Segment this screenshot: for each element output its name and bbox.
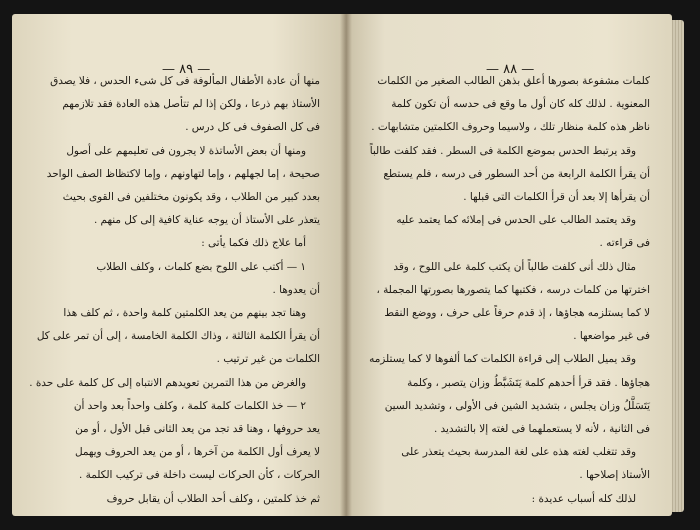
text-line: أن يقرأها إلا بعد أن قرأ الكلمات التى قبلها . [463,191,650,204]
text-line: منها أن عادة الأطفال المألوفة فى كل شىء الحدس ، فلا يصدق [50,75,320,87]
text-line: الحركات ، كأن الحركات ليست داخلة فى تركيب الكلمة . [79,469,320,482]
text-line: مثال ذلك أنى كلفت طالباً أن يكتب كلمة على اللوح ، وقد [393,260,636,273]
text-line: أن يعدوها . [272,283,320,296]
text-line: يعد حروفها ، وهنا قد تجد من يعد الثانى قبل الأول ، أو من [75,423,320,436]
text-line: الأستاذ بهم ذرعا ، ولكن إذا لم تتأصل هذه العادة فقد تلازمهم [62,98,320,111]
text-line: ١ — أكتب على اللوح بضع كلمات ، وكلف الطلاب [96,260,306,273]
text-line: أما علاج ذلك فكما يأتى : [201,237,306,250]
text-line: وقد يعتمد الطالب على الحدس فى إملائه كما يعتمد عليه [396,214,636,227]
text-line: والغرض من هذا التمرين تعويدهم الانتباه إلى كل كلمة على حدة . [29,376,306,389]
text-line: الكلمات من غير ترتيب . [216,353,320,366]
page-number: — ٨٩ — [162,62,211,77]
text-line: ٢ — خذ الكلمات كلمة كلمة ، وكلف واحداً بعد واحد أن [73,399,306,412]
text-line: يتعذر على الأستاذ أن يوجه عناية كافية إلى كل منهم . [93,214,320,227]
text-line: الأستاذ إصلاحها . [579,469,650,482]
text-line: أن يقرأ الكلمة الرابعة من أحد السطور فى درسه ، فلم يستطع [383,167,650,180]
text-line: فى غير مواضعها . [573,330,650,343]
page-text [370,70,650,511]
left-page [12,14,346,516]
text-line: ناظر هذه كلمة منظار تلك ، ولاسيما وحروف الكلمتين متشابهات . [371,121,650,134]
text-line: لا يعرف أول الكلمة من آخرها ، أو من يعد الحروف ويهمل [74,446,320,459]
text-line: كلمات مشفوعة بصورها أعلق بذهن الطالب الصغير من الكلمات [377,75,650,87]
text-line: وقد يرتبط الحدس بموضع الكلمة فى السطر . فقد كلفت طالباً [369,144,636,157]
text-line: ثم خذ كلمتين ، وكلف أحد الطلاب أن يقابل حروف [106,492,320,505]
text-line: لا كما يستلزمه هجاؤها ، إذ قدم حرفاً على حرف ، ووضع النقط [384,307,650,320]
page-text [29,70,320,511]
right-page [346,14,672,516]
text-line: فى كل الصفوف فى كل درس . [185,121,320,134]
text-line: ومنها أن بعض الأساتذة لا يجرون فى تعليمهم على أصول [66,144,306,157]
text-line: لذلك كله أسباب عديدة : [531,492,636,505]
page-number: — ٨٨ — [486,62,535,77]
text-line: صحيحة ، إما لجهلهم ، وإما لتهاونهم ، وإما لاكتظاظ الصف الواحد [46,167,320,180]
page-edges [670,20,684,512]
text-line: يَتَسَلَّلُ وزان يجلس ، بتشديد الشين فى الأولى ، وتشديد السين [384,399,650,412]
text-line: وهنا تجد بينهم من يعد الكلمتين كلمة واحدة ، ثم كلف هذا [63,307,306,320]
text-line: بعدد كبير من الطلاب ، وقد يكونون مختلفين فى القوى بحيث [62,191,320,204]
book-gutter [340,14,352,516]
text-line: فى الثانية ، لأنه لا يستعملهما فى لغته إلا بالتشديد . [433,423,650,436]
text-line: وقد يميل الطلاب إلى قراءة الكلمات كما ألفوها لا كما يستلزمه [369,353,636,366]
text-line: أن يقرأ الكلمة الثالثة ، وذاك الكلمة الخامسة ، إلى أن تمر على كل [36,330,320,343]
open-book [6,6,692,524]
text-line: هجاؤها . فقد قرأ أحدهم كلمة يَتَشَبَّطُ وزان يتصبر ، وكلمة [407,376,650,389]
text-line: فى قراءته . [599,237,650,250]
text-line: وقد تتغلب لغته هذه على لغة المدرسة بحيث يتعذر على [401,446,636,459]
text-line: اخترتها من كلمات درسه ، فكتبها كما يتصورها بصورتها المجملة ، [376,283,650,296]
text-line: المعنوية . لذلك كله كان أول ما وقع فى حدسه أن تكون كلمة [391,98,650,111]
